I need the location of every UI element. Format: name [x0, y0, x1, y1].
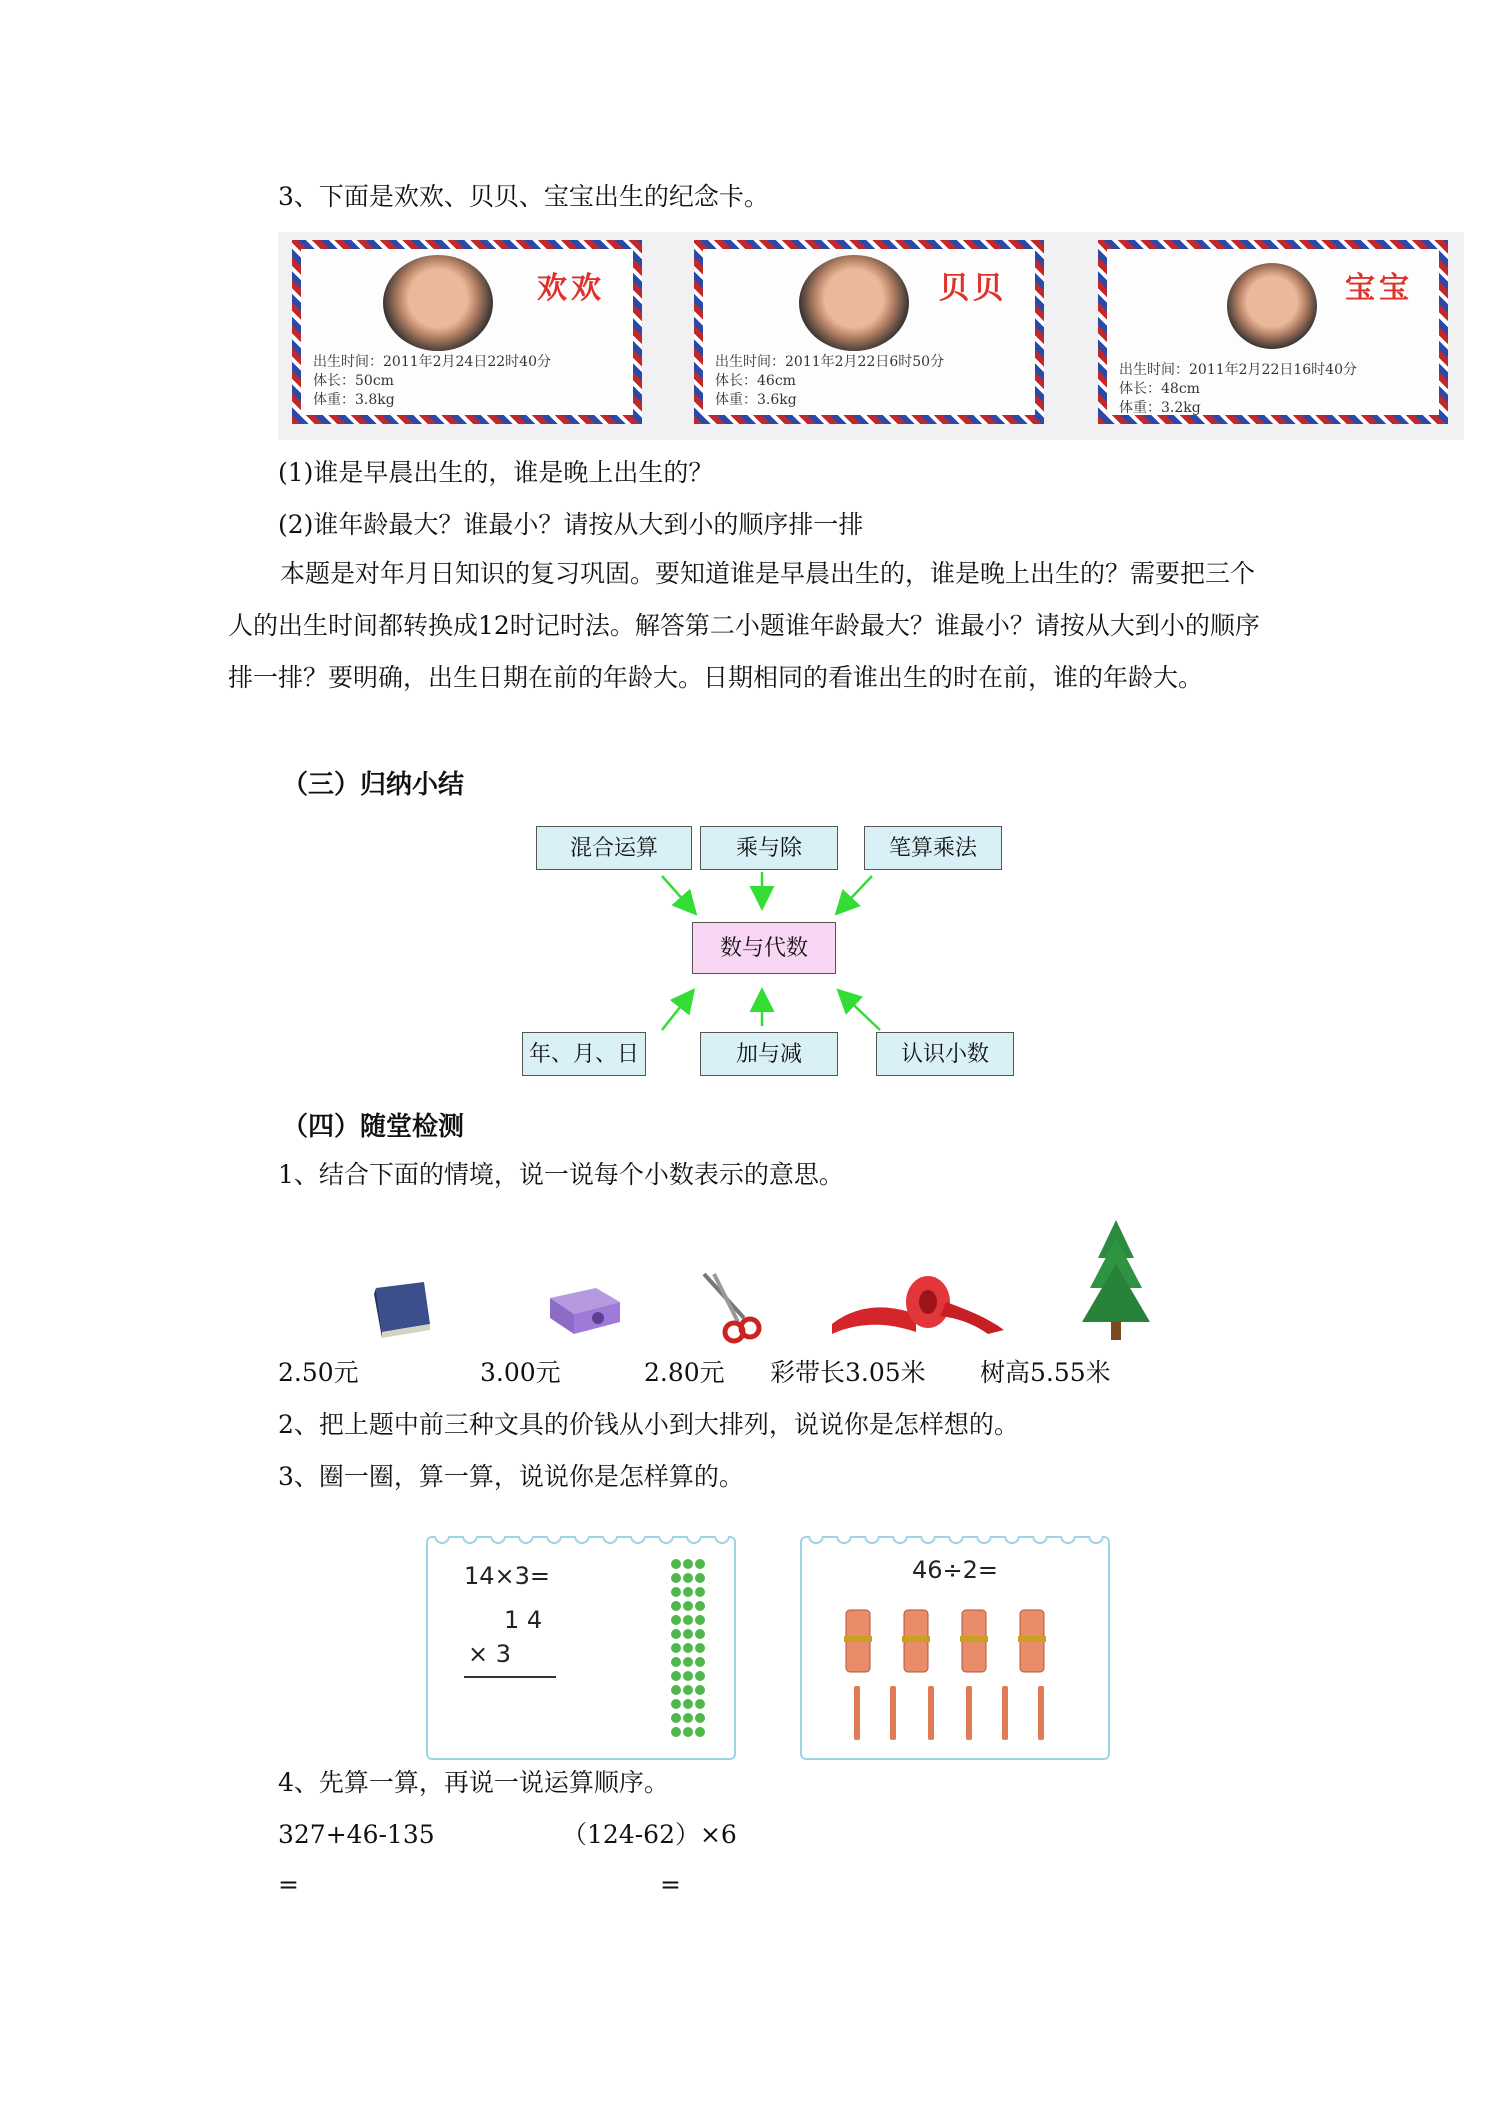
card-expression: 46÷2= — [912, 1556, 999, 1584]
tree-icon — [1076, 1218, 1156, 1344]
section4-q4: 4、先算一算，再说一说运算顺序。 — [278, 1768, 669, 1797]
card-birth: 出生时间：2011年2月22日6时50分 — [715, 354, 945, 370]
book-icon — [366, 1280, 432, 1338]
ribbon-length-label: 彩带长3.05米 — [770, 1358, 926, 1387]
card-name: 宝宝 — [1345, 271, 1413, 306]
card-length: 体长：48cm — [1119, 381, 1200, 397]
arrow-in — [662, 992, 692, 1030]
card-weight: 体重：3.8kg — [313, 392, 395, 408]
vertical-line — [464, 1676, 556, 1678]
math-card-division — [800, 1536, 1110, 1760]
q3-sub2: (2)谁年龄最大？谁最小？请按从大到小的顺序排一排 — [278, 510, 864, 539]
card-name: 欢欢 — [537, 271, 605, 306]
arrow-in — [662, 876, 694, 912]
pencil-sharpener-icon — [546, 1284, 624, 1336]
price-label-sharpener: 3.00元 — [480, 1358, 561, 1387]
card-birth: 出生时间：2011年2月24日22时40分 — [313, 354, 551, 370]
stick-bundles-icon — [842, 1606, 1082, 1746]
map-node-year-month-day: 年、月、日 — [522, 1032, 646, 1076]
q3-sub1: (1)谁是早晨出生的，谁是晚上出生的？ — [278, 458, 714, 487]
ribbon-icon — [828, 1274, 1008, 1336]
card-weight: 体重：3.6kg — [715, 392, 797, 408]
answer-line-1: = — [278, 1870, 299, 1899]
price-label-scissors: 2.80元 — [644, 1358, 725, 1387]
expression-2: （124-62）×6 — [562, 1820, 737, 1849]
math-card-multiplication — [426, 1536, 736, 1760]
counters-icon — [668, 1556, 708, 1746]
arrow-in — [840, 992, 880, 1030]
arrow-in — [838, 876, 872, 912]
scissors-icon — [700, 1272, 770, 1344]
map-node-decimals: 认识小数 — [876, 1032, 1014, 1076]
vertical-number-2: × 3 — [468, 1640, 512, 1668]
section4-q3: 3、圈一圈，算一算，说说你是怎样算的。 — [278, 1462, 744, 1491]
answer-line-2: = — [660, 1870, 681, 1899]
card-expression: 14×3= — [464, 1562, 551, 1590]
map-node-add-subtract: 加与减 — [700, 1032, 838, 1076]
tree-height-label: 树高5.55米 — [980, 1358, 1111, 1387]
card-name: 贝贝 — [939, 271, 1007, 306]
q3-title: 3、下面是欢欢、贝贝、宝宝出生的纪念卡。 — [278, 182, 769, 211]
section4-q2: 2、把上题中前三种文具的价钱从小到大排列，说说你是怎样想的。 — [278, 1410, 1019, 1439]
map-node-written-multiplication: 笔算乘法 — [864, 826, 1002, 870]
card-length: 体长：50cm — [313, 373, 394, 389]
q3-explanation: 本题是对年月日知识的复习巩固。要知道谁是早晨出生的，谁是晚上出生的？需要把三个人的出生时间都转换成12时记时法。解答第二小题谁年龄最大？谁最小？请按从大到小的顺序排一排？要明确，出生日期在前的年龄大。日期相同的看谁出生的时在前，谁的年龄大。 — [228, 559, 1260, 692]
card-weight: 体重：3.2kg — [1119, 400, 1201, 416]
card-birth: 出生时间：2011年2月22日16时40分 — [1119, 362, 1357, 378]
section3-heading: （三）归纳小结 — [282, 770, 465, 800]
section4-q1: 1、结合下面的情境，说一说每个小数表示的意思。 — [278, 1160, 844, 1189]
price-label-book: 2.50元 — [278, 1358, 359, 1387]
map-node-mixed-operations: 混合运算 — [536, 826, 692, 870]
map-node-multiply-divide: 乘与除 — [700, 826, 838, 870]
vertical-number-1: 1 4 — [504, 1606, 543, 1634]
card-length: 体长：46cm — [715, 373, 796, 389]
section4-heading: （四）随堂检测 — [282, 1112, 465, 1142]
map-node-center: 数与代数 — [692, 922, 836, 974]
expression-1: 327+46-135 — [278, 1820, 435, 1849]
